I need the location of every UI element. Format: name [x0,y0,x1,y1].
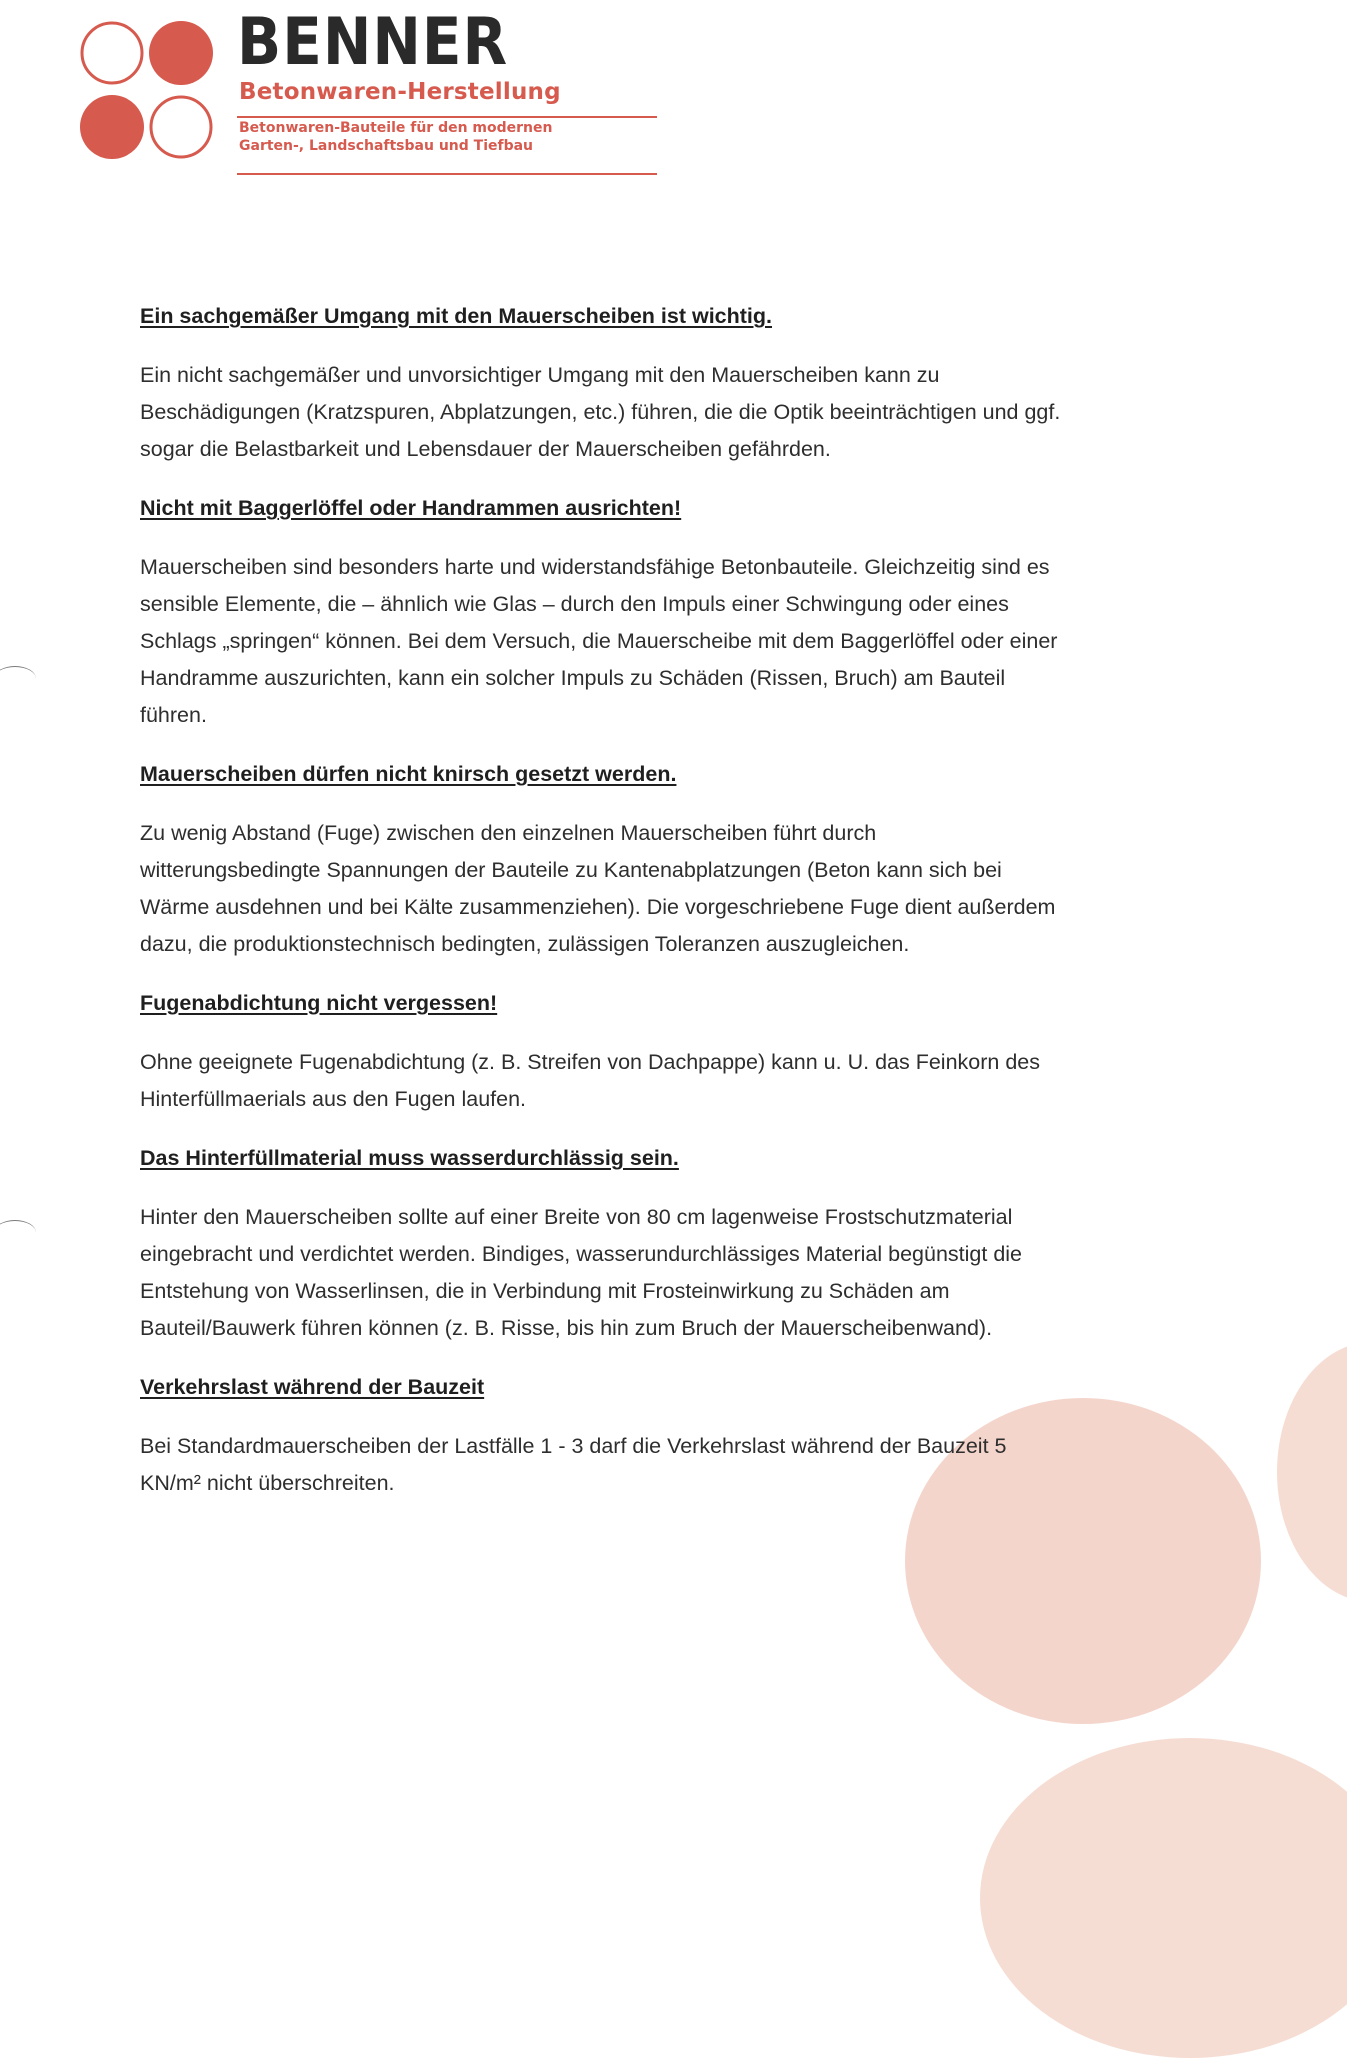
document-body [140,298,1200,1524]
section-traffic-load [140,1369,1200,1502]
section-joint-sealing [140,985,1200,1118]
section-heading: Mauerscheiben dürfen nicht knirsch gesetzt werden. [140,762,677,786]
section-heading: Fugenabdichtung nicht vergessen! [140,991,498,1015]
section-heading: Das Hinterfüllmaterial muss wasserdurchlässig sein. [140,1146,679,1170]
section-alignment [140,490,1200,734]
brand-tagline-line: Betonwaren-Bauteile für den modernen [239,120,553,136]
section-paragraph: Zu wenig Abstand (Fuge) zwischen den einzelnen Mauerscheiben führt durch witterungsbedingte Spannungen der Bauteile zu Kantenabplatzungen (Beton kann sich bei Wärme ausdehnen und bei Kälte zusammenziehen). Die vorgeschriebene Fuge dient außerdem dazu, die produktionstechnisch bedingten, zulässigen Toleranzen auszugleichen. [140,821,1056,956]
decorative-circle [1277,1342,1347,1602]
section-paragraph: Mauerscheiben sind besonders harte und widerstandsfähige Betonbauteile. Gleichzeitig sind es sensible Elemente, die – ähnlich wie Glas – durch den Impuls einer Schwingung oder eines Schlags „springen“ können. Bei dem Versuch, die Mauerscheibe mit dem Baggerlöffel oder einer Handramme auszurichten, kann ein solcher Impuls zu Schäden (Rissen, Bruch) am Bauteil führen. [140,555,1058,727]
brand-divider [237,173,657,175]
section-paragraph: Ohne geeignete Fugenabdichtung (z. B. Streifen von Dachpappe) kann u. U. das Feinkorn des Hinterfüllmaerials aus den Fugen laufen. [140,1050,1040,1111]
scan-mark [0,666,36,691]
company-logo [77,3,597,165]
decorative-circle [980,1738,1347,2058]
logo-circles-icon [77,15,217,165]
scan-mark [0,1220,36,1245]
brand-name: BENNER [237,3,509,80]
section-paragraph: Ein nicht sachgemäßer und unvorsichtiger Umgang mit den Mauerscheiben kann zu Beschädigungen (Kratzspuren, Abplatzungen, etc.) führen, die die Optik beeinträchtigen und ggf. sogar die Belastbarkeit und Lebensdauer der Mauerscheiben gefährden. [140,363,1061,461]
section-backfill [140,1140,1200,1347]
section-heading: Ein sachgemäßer Umgang mit den Mauerscheiben ist wichtig. [140,304,773,328]
brand-divider [237,116,657,118]
section-heading: Verkehrslast während der Bauzeit [140,1375,485,1399]
brand-tagline [239,119,553,155]
section-paragraph: Bei Standardmauerscheiben der Lastfälle 1 - 3 darf die Verkehrslast während der Bauzeit 5 KN/m² nicht überschreiten. [140,1434,1007,1495]
section-paragraph: Hinter den Mauerscheiben sollte auf einer Breite von 80 cm lagenweise Frostschutzmaterial eingebracht und verdichtet werden. Bindiges, wasserundurchlässiges Material begünstigt die Entstehung von Wasserlinsen, die in Verbindung mit Frosteinwirkung zu Schäden am Bauteil/Bauwerk führen können (z. B. Risse, bis hin zum Bruch der Mauerscheibenwand). [140,1205,1023,1340]
section-joints [140,756,1200,963]
brand-tagline-line: Garten-, Landschaftsbau und Tiefbau [239,138,534,154]
section-heading: Nicht mit Baggerlöffel oder Handrammen ausrichten! [140,496,682,520]
brand-subtitle: Betonwaren-Herstellung [239,79,561,105]
section-handling [140,298,1200,468]
